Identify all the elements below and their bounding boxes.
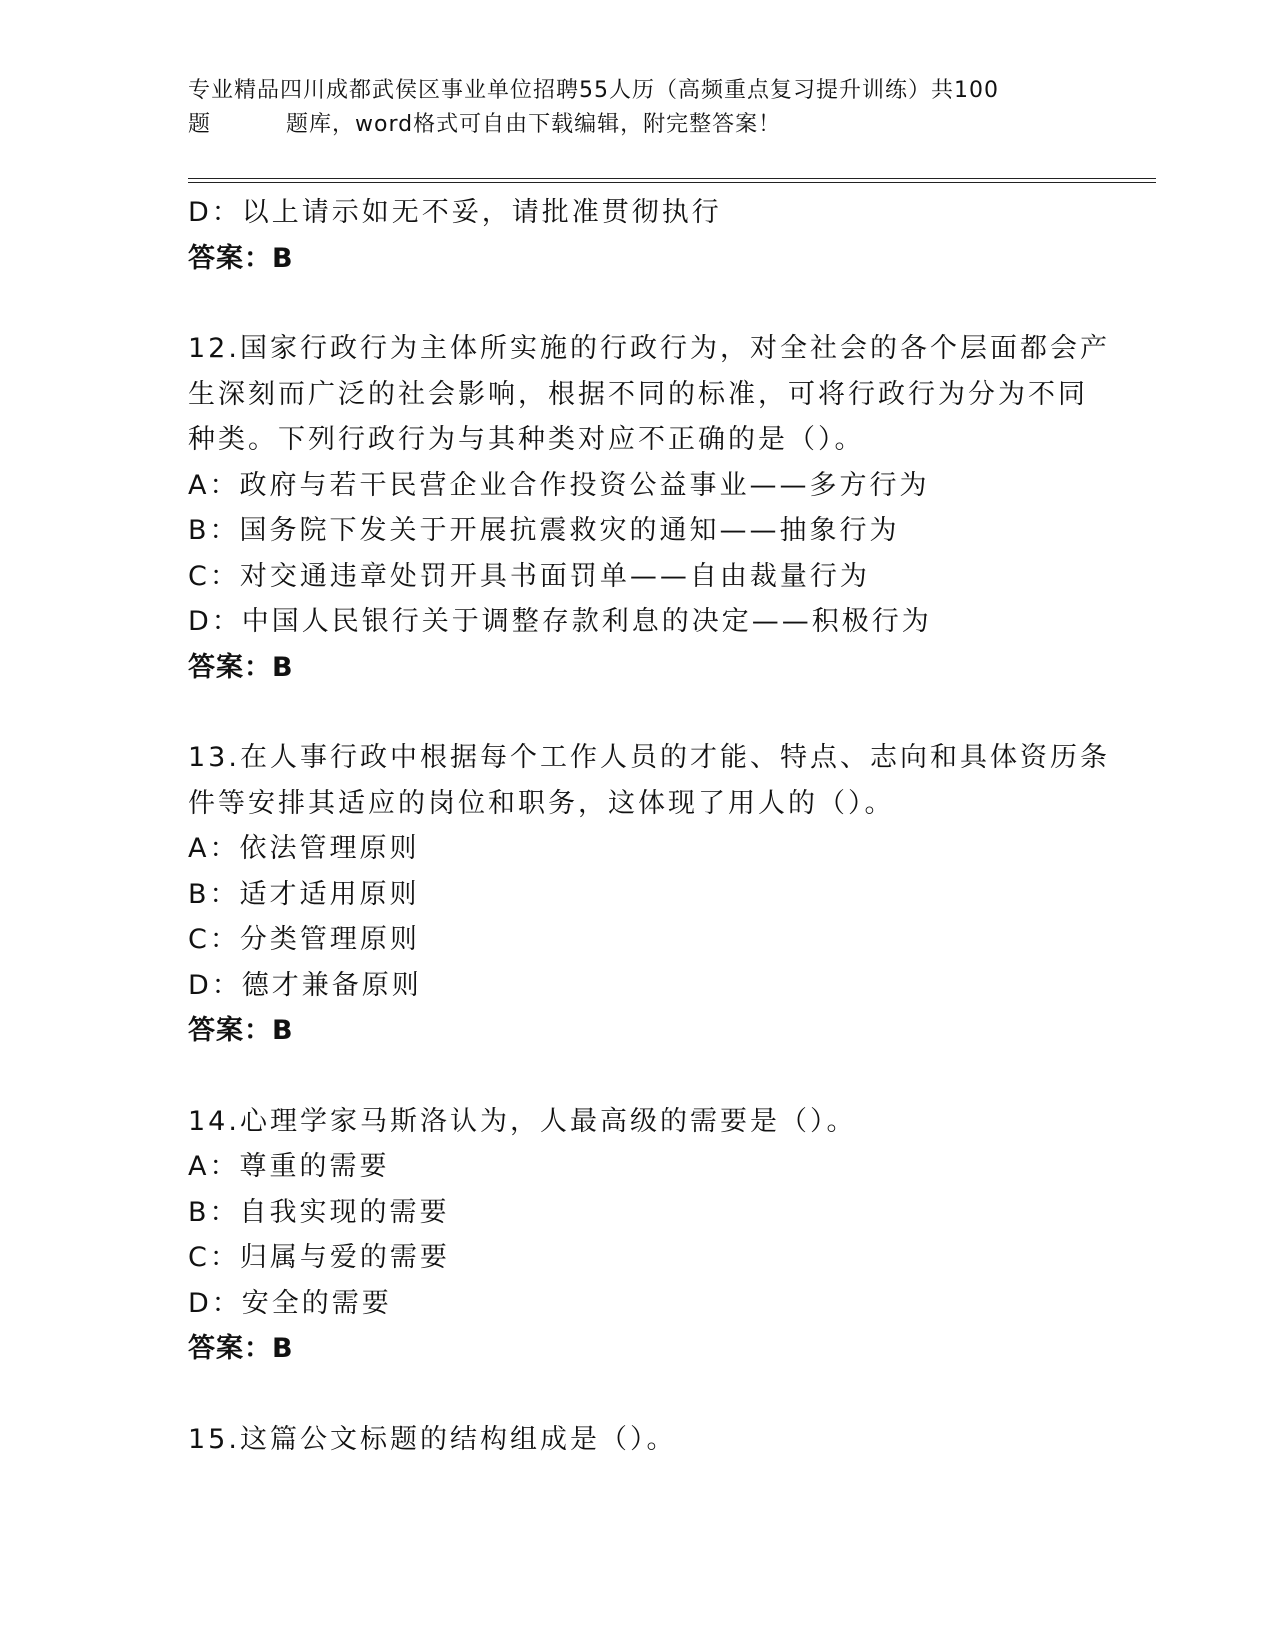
option-b: B：适才适用原则 <box>188 878 420 910</box>
option-c: C：对交通违章处罚开具书面罚单——自由裁量行为 <box>188 560 870 592</box>
header-title-line-2-left: 题 <box>188 112 212 137</box>
spacer <box>188 281 1088 326</box>
option-d: D：中国人民银行关于调整存款利息的决定——积极行为 <box>188 606 932 637</box>
header-divider <box>188 178 1156 183</box>
answer: 答案：B <box>188 1333 294 1364</box>
answer: 答案：B <box>188 651 294 683</box>
option-a: A：尊重的需要 <box>188 1151 390 1182</box>
header-title-line-1: 专业精品四川成都武侯区事业单位招聘55人历（高频重点复习提升训练）共100 <box>188 78 999 103</box>
option-d: D：安全的需要 <box>188 1287 392 1319</box>
header-title-line-2-right: 题库，word格式可自由下载编辑，附完整答案！ <box>286 112 782 137</box>
spacer <box>188 1054 1088 1099</box>
question-stem-line: 12.国家行政行为主体所实施的行政行为，对全社会的各个层面都会产 <box>188 333 1110 364</box>
page-header <box>188 74 1068 137</box>
question-stem-line: 种类。下列行政行为与其种类对应不正确的是（）。 <box>188 424 865 455</box>
question-15 <box>188 1417 1088 1463</box>
question-stem-line: 13.在人事行政中根据每个工作人员的才能、特点、志向和具体资历条 <box>188 742 1110 773</box>
question-stem-line: 15.这篇公文标题的结构组成是（）。 <box>188 1423 677 1455</box>
spacer <box>188 690 1088 735</box>
answer: 答案：B <box>188 1015 294 1046</box>
question-stem-line: 生深刻而广泛的社会影响，根据不同的标准，可将行政行为分为不同 <box>188 378 1088 410</box>
prev-question-answer: 答案：B <box>188 242 294 274</box>
option-a: A：依法管理原则 <box>188 833 420 864</box>
question-14 <box>188 1099 1088 1372</box>
option-a: A：政府与若干民营企业合作投资公益事业——多方行为 <box>188 469 930 501</box>
option-b: B：自我实现的需要 <box>188 1196 450 1228</box>
option-c: C：分类管理原则 <box>188 924 420 955</box>
option-c: C：归属与爱的需要 <box>188 1242 450 1273</box>
question-stem-line: 14.心理学家马斯洛认为，人最高级的需要是（）。 <box>188 1105 857 1137</box>
question-stem-line: 件等安排其适应的岗位和职务，这体现了用人的（）。 <box>188 787 895 819</box>
document-body <box>188 190 1110 1462</box>
question-12 <box>188 326 1110 690</box>
question-13 <box>188 735 1110 1054</box>
option-b: B：国务院下发关于开展抗震救灾的通知——抽象行为 <box>188 515 900 546</box>
option-d: D：德才兼备原则 <box>188 969 422 1001</box>
spacer <box>188 1372 1088 1417</box>
prev-question-option-d: D：以上请示如无不妥，请批准贯彻执行 <box>188 197 722 228</box>
